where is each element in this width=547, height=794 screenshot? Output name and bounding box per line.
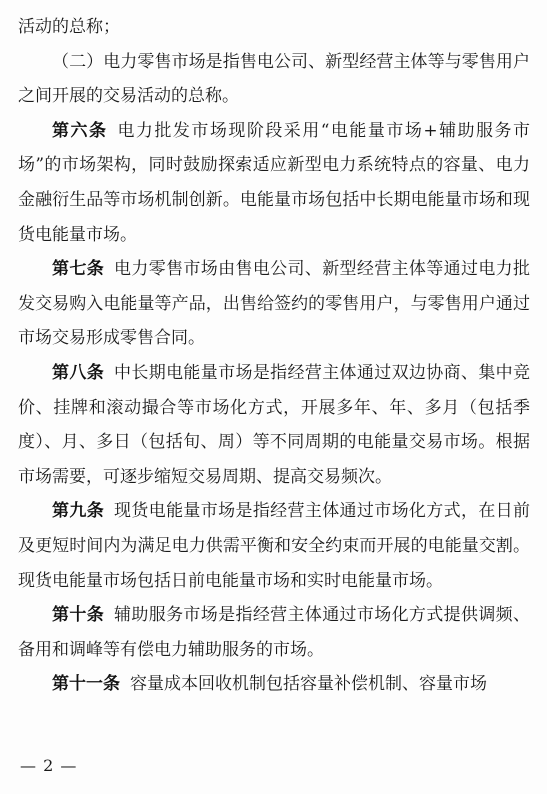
article-11 [18, 667, 530, 702]
article-title: 第十条 [52, 605, 105, 626]
article-title: 第七条 [52, 259, 105, 280]
article-title: 第六条 [52, 120, 108, 141]
page-number: — 2 — [20, 756, 78, 775]
article-8 [18, 356, 530, 494]
article-text: 辅助服务市场是指经营主体通过市场化方式提供调频、备用和调峰等有偿电力辅助服务的市场。 [18, 605, 531, 660]
article-text: 电力批发市场现阶段采用“电能量市场+辅助服务市场”的市场架构，同时鼓励探索适应新型电力系统特点的容量、电力金融衍生品等市场机制创新。电能量市场包括中长期电能量市场和现货电能量市场。 [18, 120, 531, 245]
paragraph-text: （二）电力零售市场是指售电公司、新型经营主体等与零售用户之间开展的交易活动的总称。 [18, 51, 530, 107]
article-text: 现货电能量市场是指经营主体通过市场化方式，在日前及更短时间内为满足电力供需平衡和安全约束而开展的电能量交割。现货电能量市场包括日前电能量市场和实时电能量市场。 [18, 501, 531, 591]
paragraph-continuation [18, 10, 530, 45]
article-text: 电力零售市场由售电公司、新型经营主体等通过电力批发交易购入电能量等产品，出售给签约的零售用户，与零售用户通过市场交易形成零售合同。 [18, 259, 531, 349]
article-text: 中长期电能量市场是指经营主体通过双边协商、集中竞价、挂牌和滚动撮合等市场化方式，开展多年、年、多月（包括季度）、月、多日（包括旬、周）等不同周期的电能量交易市场。根据市场需要，可逐步缩短交易周期、提高交易频次。 [18, 362, 531, 487]
article-title: 第十一条 [52, 674, 120, 695]
article-text: 容量成本回收机制包括容量补偿机制、容量市场 [130, 674, 487, 695]
paragraph-text: 活动的总称； [18, 17, 120, 37]
article-9 [18, 494, 530, 598]
document-body [18, 10, 530, 702]
article-6 [18, 114, 530, 252]
article-title: 第八条 [52, 362, 105, 383]
article-10 [18, 598, 530, 667]
article-7 [18, 252, 530, 356]
paragraph-retail-market-definition [18, 45, 530, 114]
article-title: 第九条 [52, 501, 105, 522]
